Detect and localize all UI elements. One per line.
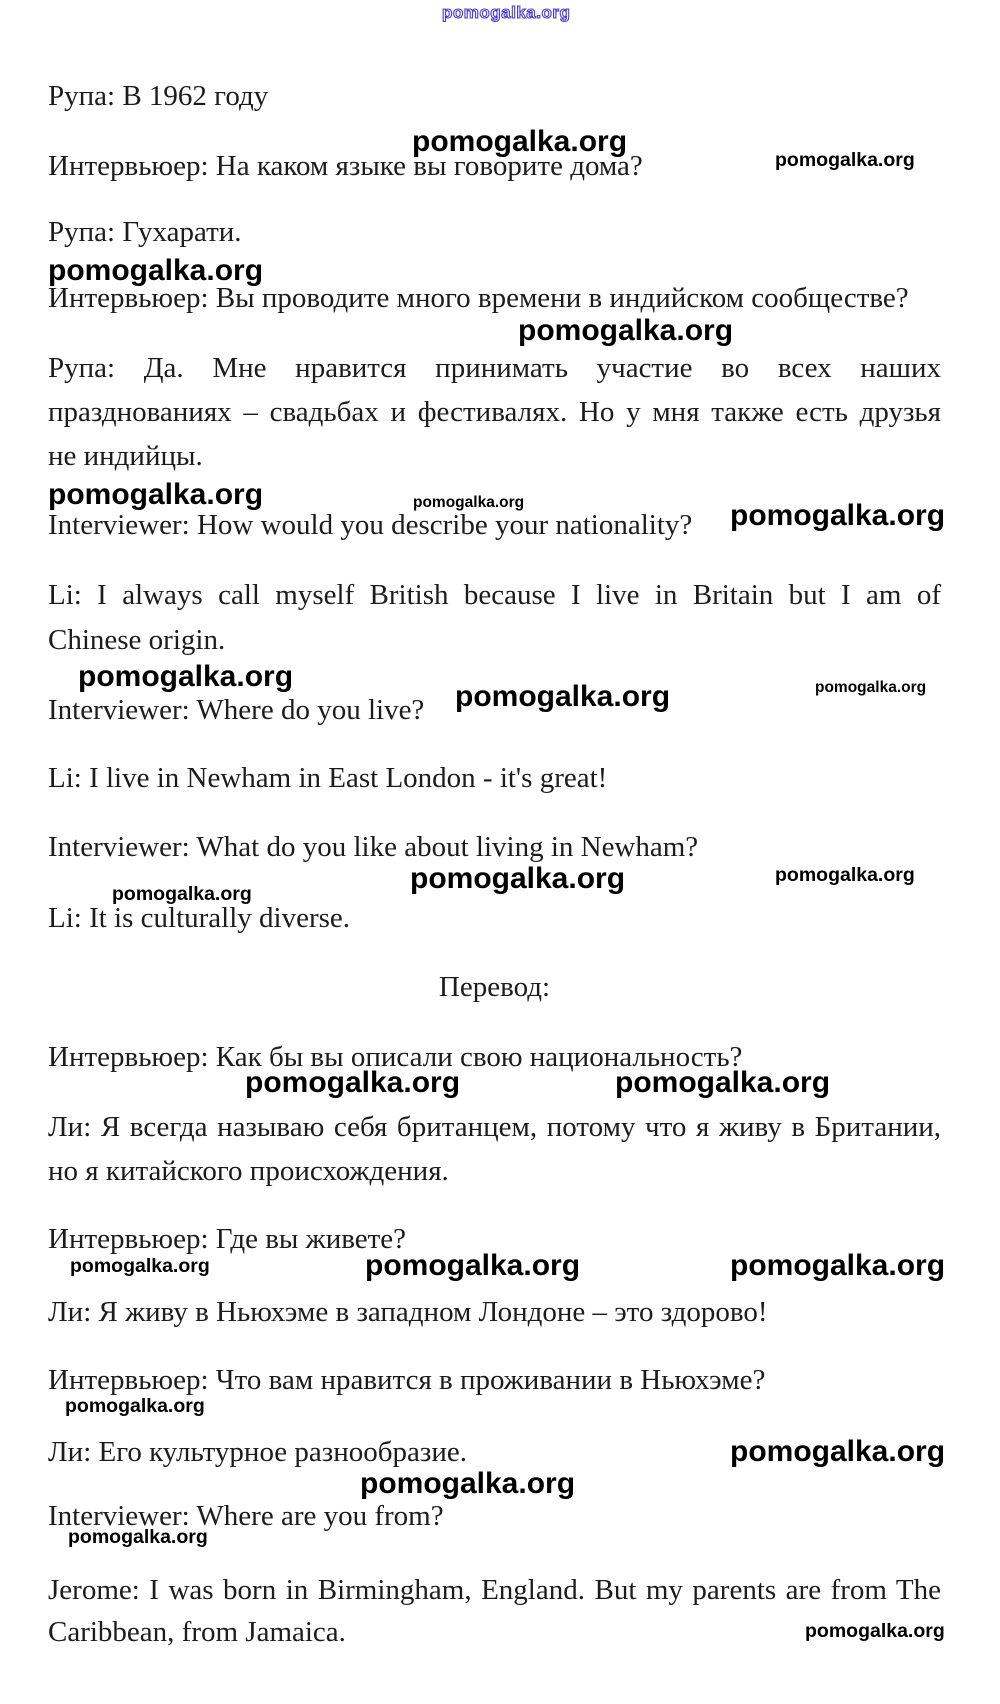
transcript-line: Interviewer: Where do you live? [48, 694, 425, 726]
site-watermark: pomogalka.org [112, 883, 252, 905]
translation-heading: Перевод: [438, 971, 551, 1003]
site-watermark: pomogalka.org [730, 499, 946, 532]
site-watermark: pomogalka.org [518, 314, 734, 347]
transcript-line: Интервьюер: Что вам нравится в проживании в Ньюхэме? [48, 1364, 766, 1396]
site-watermark: pomogalka.org [65, 1395, 205, 1417]
site-watermark: pomogalka.org [775, 864, 915, 886]
transcript-line: Jerome: I was born in Birmingham, England. But my parents are from The [48, 1574, 941, 1606]
transcript-line: Chinese origin. [48, 624, 226, 656]
transcript-line: Li: It is culturally diverse. [48, 902, 351, 934]
transcript-line: но я китайского происхождения. [48, 1155, 449, 1187]
transcript-line: Интервьюер: Как бы вы описали свою национальность? [48, 1041, 743, 1073]
transcript-line: Interviewer: How would you describe your nationality? [48, 509, 693, 541]
site-watermark: pomogalka.org [360, 1467, 576, 1500]
transcript-line: не индийцы. [48, 440, 203, 472]
transcript-line: празднованиях – свадьбах и фестивалях. Но у мня также есть друзья [48, 396, 941, 428]
site-watermark: pomogalka.org [815, 679, 927, 696]
transcript-line: Li: I live in Newham in East London - it's great! [48, 762, 608, 794]
site-watermark: pomogalka.org [730, 1249, 946, 1282]
site-watermark: pomogalka.org [48, 478, 264, 511]
site-watermark: pomogalka.org [78, 660, 294, 693]
transcript-line: Рупа: Да. Мне нравится принимать участие во всех наших [48, 352, 941, 384]
site-watermark: pomogalka.org [455, 680, 671, 713]
site-watermark: pomogalka.org [245, 1066, 461, 1099]
transcript-line: Caribbean, from Jamaica. [48, 1616, 346, 1648]
transcript-line: Интервьюер: На каком языке вы говорите дома? [48, 150, 643, 182]
transcript-line: Li: I always call myself British because I live in Britain but I am of [48, 579, 941, 611]
site-watermark: pomogalka.org [805, 1620, 945, 1642]
transcript-line: Ли: Я живу в Ньюхэме в западном Лондоне – это здорово! [48, 1296, 768, 1328]
transcript-line: Рупа: В 1962 году [48, 80, 269, 112]
site-watermark: pomogalka.org [68, 1526, 208, 1548]
transcript-line: Interviewer: Where are you from? [48, 1500, 444, 1532]
site-watermark-outline: pomogalka.org [442, 3, 571, 22]
transcript-line: Интервьюер: Где вы живете? [48, 1223, 407, 1255]
transcript-line: Ли: Я всегда называю себя британцем, потому что я живу в Британии, [48, 1111, 941, 1143]
site-watermark: pomogalka.org [48, 254, 264, 287]
site-watermark: pomogalka.org [730, 1435, 946, 1468]
site-watermark: pomogalka.org [410, 862, 626, 895]
site-watermark: pomogalka.org [365, 1249, 581, 1282]
transcript-line: Интервьюер: Вы проводите много времени в индийском сообществе? [48, 282, 909, 314]
site-watermark: pomogalka.org [412, 125, 628, 158]
site-watermark: pomogalka.org [775, 149, 915, 171]
transcript-line: Interviewer: What do you like about living in Newham? [48, 831, 699, 863]
transcript-line: Рупа: Гухарати. [48, 216, 242, 248]
transcript-line: Ли: Его культурное разнообразие. [48, 1436, 467, 1468]
site-watermark: pomogalka.org [413, 494, 525, 511]
site-watermark: pomogalka.org [615, 1066, 831, 1099]
site-watermark: pomogalka.org [70, 1255, 210, 1277]
